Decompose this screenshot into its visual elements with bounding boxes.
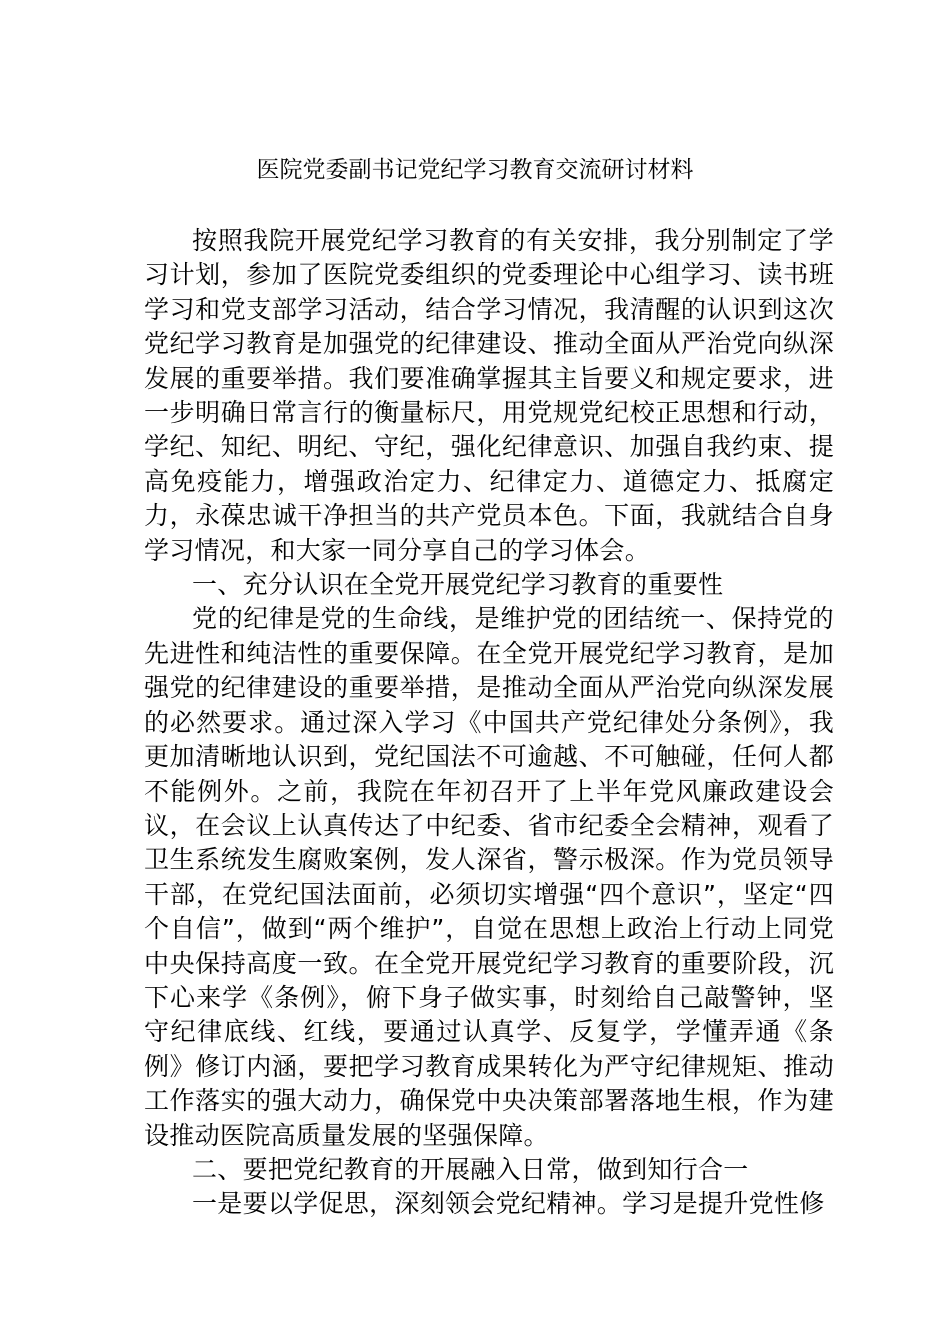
document-title: 医院党委副书记党纪学习教育交流研讨材料: [256, 157, 694, 183]
section-heading-2: 二、要把党纪教育的开展融入日常，做到知行合一: [192, 1154, 749, 1184]
intro-paragraph: 按照我院开展党纪学习教育的有关安排，我分别制定了学习计划，参加了医院党委组织的党委理论中心组学习、读书班学习和党支部学习活动，结合学习情况，我清醒的认识到这次党纪学习教育是加强党的纪律建设、推动全面从严治党向纵深发展的重要举措。我们要准确掌握其主旨要义和规定要求，进一步明确日常言行的衡量标尺，用党规党纪校正思想和行动，学纪、知纪、明纪、守纪，强化纪律意识、加强自我约束、提高免疫能力，增强政治定力、纪律定力、道德定力、抵腐定力，永葆忠诚干净担当的共产党员本色。下面，我就结合自身学习情况，和大家一同分享自己的学习体会。: [144, 226, 834, 565]
section-2-paragraph: 一是要以学促思，深刻领会党纪精神。学习是提升党性修: [192, 1189, 825, 1219]
document-body: [144, 224, 834, 1222]
section-1-paragraph: 党的纪律是党的生命线，是维护党的团结统一、保持党的先进性和纯洁性的重要保障。在全党开展党纪学习教育，是加强党的纪律建设的重要举措，是推动全面从严治党向纵深发展的必然要求。通过深入学习《中国共产党纪律处分条例》，我更加清晰地认识到，党纪国法不可逾越、不可触碰，任何人都不能例外。之前，我院在年初召开了上半年党风廉政建设会议，在会议上认真传达了中纪委、省市纪委全会精神，观看了卫生系统发生腐败案例，发人深省，警示极深。作为党员领导干部，在党纪国法面前，必须切实增强“四个意识”，坚定“四个自信”，做到“两个维护”，自觉在思想上政治上行动上同党中央保持高度一致。在全党开展党纪学习教育的重要阶段，沉下心来学《条例》，俯下身子做实事，时刻给自己敲警钟，坚守纪律底线、红线，要通过认真学、反复学，学懂弄通《条例》修订内涵，要把学习教育成果转化为严守纪律规矩、推动工作落实的强大动力，确保党中央决策部署落地生根，作为建设推动医院高质量发展的坚强保障。: [144, 604, 834, 1150]
section-heading-1: 一、充分认识在全党开展党纪学习教育的重要性: [192, 570, 724, 600]
